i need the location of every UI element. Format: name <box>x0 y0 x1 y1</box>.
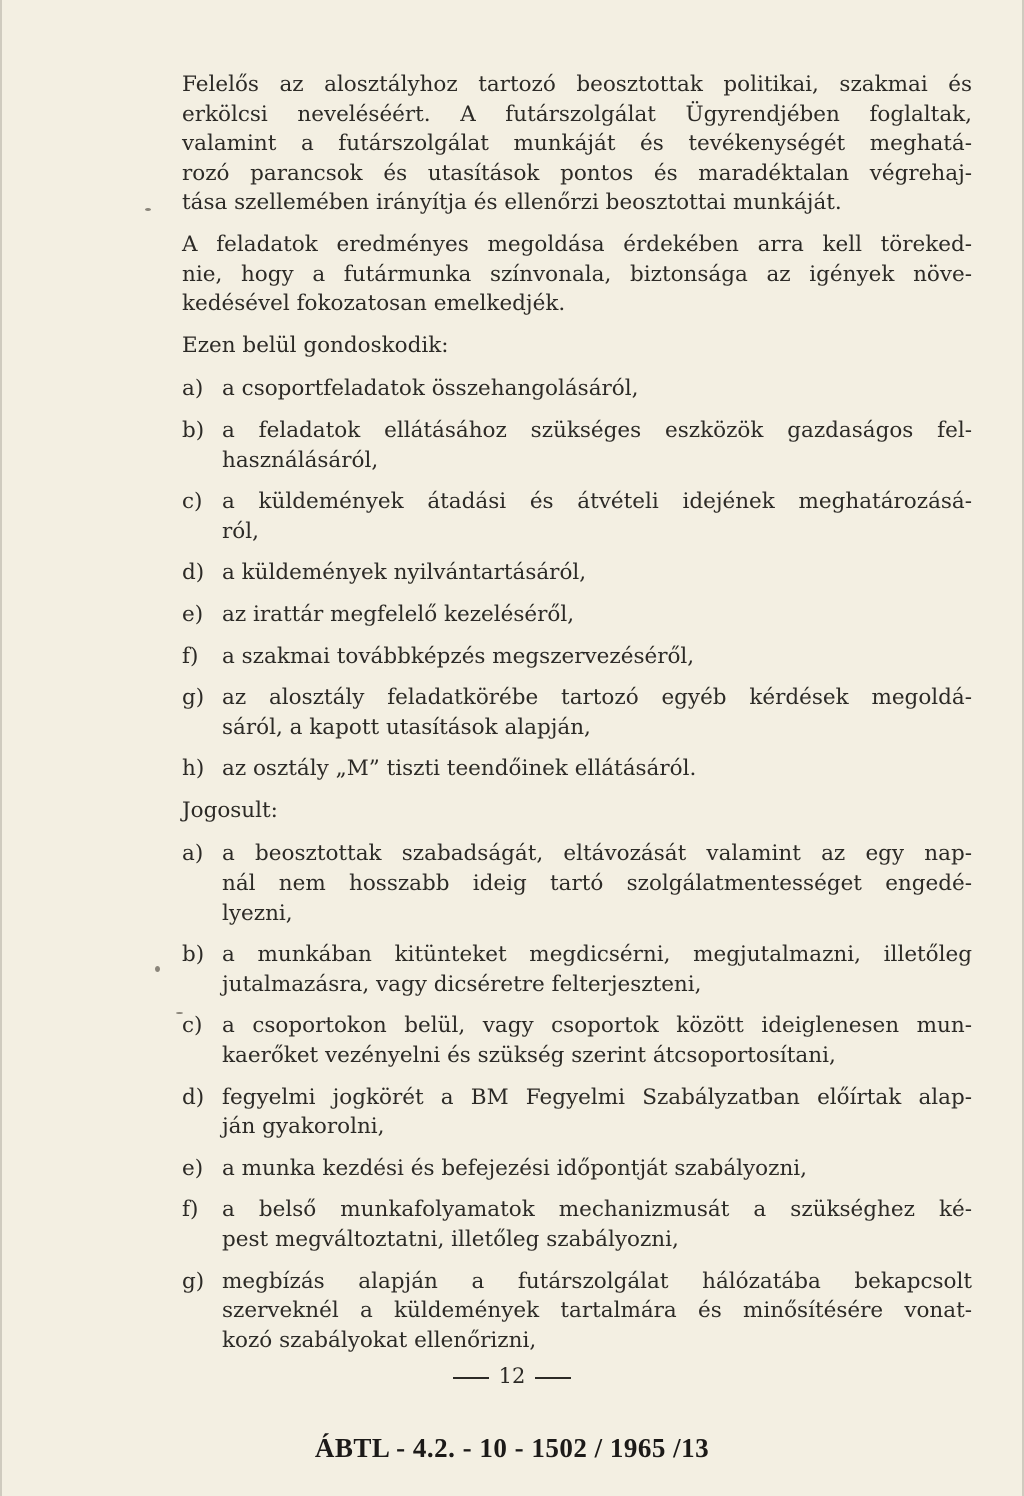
item-text <box>222 683 972 742</box>
text-line: lyezni, <box>222 900 293 926</box>
text-line: valamint a futárszolgálat munkáját és tevékenységét meghatá- <box>182 131 972 157</box>
right-item-f <box>182 1195 972 1254</box>
text-line: sáról, a kapott utasítások alapján, <box>222 714 591 740</box>
goal-paragraph <box>182 230 972 319</box>
item-label: f) <box>182 1197 199 1223</box>
text-line: a munkában kitünteket megdicsérni, megjutalmazni, illetőleg <box>222 942 972 968</box>
right-item-c <box>182 1011 972 1070</box>
scan-speck <box>176 1012 183 1014</box>
item-text <box>222 1267 972 1356</box>
dash-right <box>535 1377 571 1379</box>
item-label: g) <box>182 685 205 711</box>
item-label: d) <box>182 1084 205 1110</box>
text-line: A feladatok eredményes megoldása érdekében arra kell töreked- <box>182 231 972 257</box>
item-text <box>222 558 972 588</box>
text-line: szerveknél a küldemények tartalmára és minősítésére vonat- <box>222 1298 972 1324</box>
item-label: a) <box>182 376 204 402</box>
duty-item-a <box>182 374 972 404</box>
item-text <box>222 1083 972 1142</box>
item-text <box>222 1011 972 1070</box>
item-text <box>222 839 972 928</box>
scan-speck <box>155 966 160 972</box>
duty-item-e <box>182 600 972 630</box>
scan-speck <box>145 208 151 211</box>
right-item-a <box>182 839 972 928</box>
right-item-d <box>182 1083 972 1142</box>
text-line: tása szellemében irányítja és ellenőrzi beosztottai munkáját. <box>182 190 842 216</box>
item-label: f) <box>182 643 199 669</box>
item-text <box>222 487 972 546</box>
text-line: kaerőket vezényelni és szükség szerint átcsoportosítani, <box>222 1043 836 1069</box>
text-line: a szakmai továbbképzés megszervezéséről, <box>222 643 695 669</box>
item-label: g) <box>182 1268 205 1294</box>
text-line: az irattár megfelelő kezeléséről, <box>222 601 575 627</box>
item-label: c) <box>182 1013 203 1039</box>
page-number-value: 12 <box>498 1364 526 1388</box>
page-number <box>0 1364 1024 1388</box>
text-line: rozó parancsok és utasítások pontos és maradéktalan végrehaj- <box>182 160 972 186</box>
text-line: a beosztottak szabadságát, eltávozását valamint az egy nap- <box>222 841 972 867</box>
item-label: e) <box>182 601 204 627</box>
text-line: nie, hogy a futármunka színvonala, biztonsága az igények növe- <box>182 261 972 287</box>
item-label: c) <box>182 489 203 515</box>
text-line: a küldemények átadási és átvételi idejének meghatározásá- <box>222 489 972 515</box>
item-label: h) <box>182 756 205 782</box>
right-item-g <box>182 1267 972 1356</box>
text-line: erkölcsi neveléséért. A futárszolgálat Ügyrendjében foglaltak, <box>182 101 972 127</box>
text-line: ról, <box>222 518 259 544</box>
text-line: az osztály „M” tiszti teendőinek ellátásáról. <box>222 756 697 782</box>
text-line: nál nem hosszabb ideig tartó szolgálatmentességet engedé- <box>222 871 972 897</box>
item-text <box>222 416 972 475</box>
item-text <box>222 754 972 784</box>
item-label: b) <box>182 942 205 968</box>
right-item-e <box>182 1154 972 1184</box>
item-text <box>222 374 972 404</box>
item-text <box>222 1195 972 1254</box>
text-line: használásáról, <box>222 447 379 473</box>
text-line: az alosztály feladatkörébe tartozó egyéb kérdések megoldá- <box>222 685 972 711</box>
text-line: Felelős az alosztályhoz tartozó beosztottak politikai, szakmai és <box>182 72 972 97</box>
item-label: d) <box>182 560 205 586</box>
text-line: fegyelmi jogkörét a BM Fegyelmi Szabályzatban előírtak alap- <box>222 1084 972 1110</box>
text-line: ján gyakorolni, <box>222 1114 385 1140</box>
rights-heading: Jogosult: <box>182 797 278 823</box>
item-text <box>222 940 972 999</box>
dash-left <box>453 1377 489 1379</box>
intro-paragraph <box>182 70 972 218</box>
item-text <box>222 642 972 672</box>
item-label: b) <box>182 417 205 443</box>
right-item-b <box>182 940 972 999</box>
text-line: a csoportfeladatok összehangolásáról, <box>222 376 639 402</box>
duties-heading: Ezen belül gondoskodik: <box>182 332 449 358</box>
duty-item-f <box>182 642 972 672</box>
duty-item-d <box>182 558 972 588</box>
archive-reference: ÁBTL - 4.2. - 10 - 1502 / 1965 /13 <box>314 1433 710 1463</box>
text-line: a küldemények nyilvántartásáról, <box>222 560 587 586</box>
text-line: kozó szabályokat ellenőrizni, <box>222 1327 537 1353</box>
duty-item-h <box>182 754 972 784</box>
text-line: a belső munkafolyamatok mechanizmusát a szükséghez ké- <box>222 1197 972 1223</box>
duty-item-b <box>182 416 972 475</box>
item-text <box>222 600 972 630</box>
duty-item-g <box>182 683 972 742</box>
item-text <box>222 1154 972 1184</box>
text-line: megbízás alapján a futárszolgálat hálózatába bekapcsolt <box>222 1268 972 1294</box>
text-line: kedésével fokozatosan emelkedjék. <box>182 291 566 317</box>
text-line: pest megváltoztatni, illetőleg szabályozni, <box>222 1227 679 1252</box>
text-line: a feladatok ellátásához szükséges eszközök gazdaságos fel- <box>222 417 972 443</box>
item-label: a) <box>182 841 204 867</box>
text-line: a csoportokon belül, vagy csoportok között ideiglenesen mun- <box>222 1013 972 1039</box>
text-line: jutalmazásra, vagy dicséretre felterjeszteni, <box>222 971 702 997</box>
document-page <box>2 0 1022 1496</box>
item-label: e) <box>182 1155 204 1181</box>
text-line: a munka kezdési és befejezési időpontját szabályozni, <box>222 1155 808 1181</box>
duty-item-c <box>182 487 972 546</box>
document-body <box>182 70 972 1367</box>
